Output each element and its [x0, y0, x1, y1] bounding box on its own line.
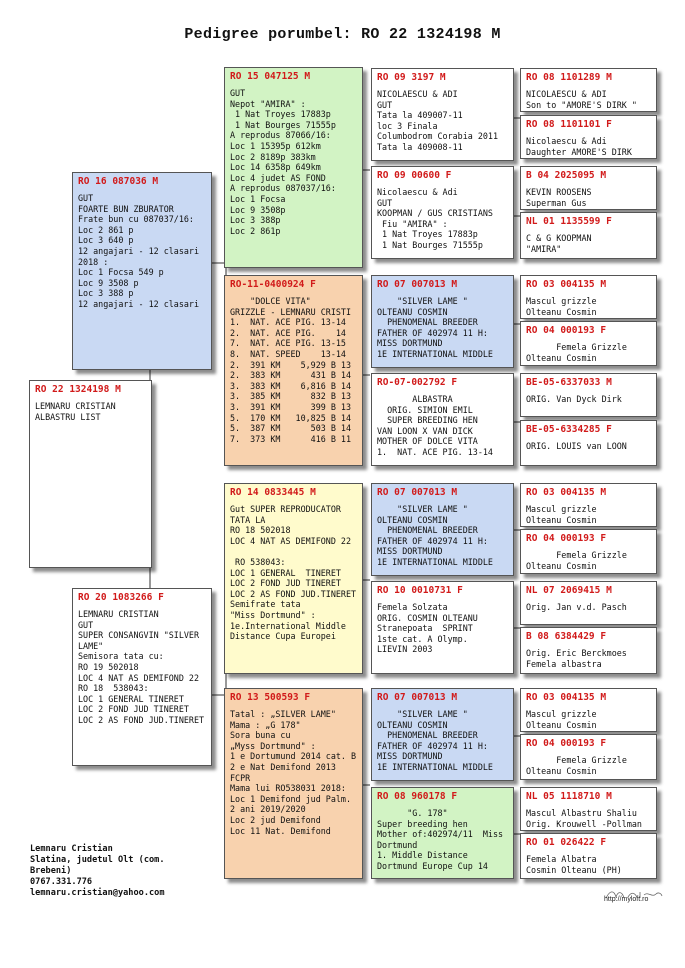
ring-number: RO 03 004135 M — [526, 279, 607, 290]
card-text: LEMNARU CRISTIAN ALBASTRU LIST — [35, 401, 116, 422]
ring-number: RO 20 1083266 F — [78, 592, 164, 603]
pedigree-card-sds[interactable] — [371, 275, 514, 368]
ring-number: RO 22 1324198 M — [35, 384, 121, 395]
pedigree-card-g5-3[interactable] — [520, 166, 657, 210]
card-text: NICOLAESCU & ADI GUT Tata la 409007-11 loc 3 Finala Columbodrom Corabia 2011 Tata la 409008-11 — [377, 89, 499, 152]
pedigree-card-g5-2[interactable] — [520, 115, 657, 159]
pedigree-card-subject[interactable] — [29, 380, 152, 568]
pedigree-card-ss[interactable] — [224, 67, 363, 268]
ring-number: NL 07 2069415 M — [526, 585, 612, 596]
card-text: Tatal : „SILVER LAME" Mama : „G 178" Sora buna cu „Myss Dortmund" : 1 e Dortumund 2014 cat. B 2 e Nat Demifond 2013 FCPR Mama lui RO538031 2018: Loc 1 Demifond jud Palm. 2 ani 2019/2020 Loc 2 jud Demifond Loc 11 Nat. Demifond — [230, 709, 357, 836]
card-text: "SILVER LAME " OLTEANU COSMIN PHENOMENAL BREEDER FATHER OF 402974 11 H: MISS DORTMUND 1E INTERNATIONAL MIDDLE — [377, 296, 493, 359]
pedigree-card-g5-6[interactable] — [520, 321, 657, 366]
ring-number: RO 07 007013 M — [377, 692, 458, 703]
ring-number: RO 09 3197 M — [377, 72, 446, 83]
pedigree-card-g5-13[interactable] — [520, 688, 657, 732]
ring-number: RO 03 004135 M — [526, 487, 607, 498]
pedigree-card-ddd[interactable] — [371, 787, 514, 879]
card-text: Femela Grizzle Olteanu Cosmin — [526, 342, 627, 363]
card-text: Orig. Jan v.d. Pasch — [526, 602, 627, 612]
ring-number: RO 01 026422 F — [526, 837, 607, 848]
pedigree-card-g5-5[interactable] — [520, 275, 657, 319]
card-text: Gut SUPER REPRODUCATOR TATA LA RO 18 502018 LOC 4 NAT AS DEMIFOND 22 RO 538043: LOC 1 GENERAL TINERET LOC 2 FOND JUD TINERET LOC 2 AS FOND JUD.TINERET Semifrate tata "Miss Dortmund" : 1e.International Middle Distance Cupa Europei — [230, 504, 357, 642]
card-text: GUT Nepot "AMIRA" : 1 Nat Troyes 17883p 1 Nat Bourges 71555p A reprodus 87066/16: Loc 1 15395p 612km Loc 2 8189p 383km Loc 14 6358p 649km Loc 4 judet AS FOND A reprodus 087037/16: Loc 1 Focsa Loc 9 3508p Loc 3 388p Loc 2 861p — [230, 88, 336, 236]
card-text: Femela Solzata ORIG. COSMIN OLTEANU Stranepoata SPRINT 1ste cat. A Olymp. LIEVIN 2003 — [377, 602, 478, 655]
ring-number: RO 15 047125 M — [230, 71, 311, 82]
card-text: NICOLAESCU & ADI Son to "AMORE'S DIRK " — [526, 89, 637, 110]
card-text: Mascul grizzle Olteanu Cosmin — [526, 504, 597, 525]
card-text: Nicolaescu & Adi GUT KOOPMAN / GUS CRISTIANS Fiu "AMIRA" : 1 Nat Troyes 17883p 1 Nat Bourges 71555p — [377, 187, 493, 250]
ring-number: BE-05-6337033 M — [526, 377, 612, 388]
ring-number: RO-11-0400924 F — [230, 279, 316, 290]
card-text: LEMNARU CRISTIAN GUT SUPER CONSANGVIN "SILVER LAME" Semisora tata cu: RO 19 502018 LOC 4 NAT AS DEMIFOND 22 RO 18 538043: LOC 1 GENERAL TINERET LOC 2 FOND JUD TINERET LOC 2 AS FOND JUD.TINERET — [78, 609, 205, 725]
pedigree-card-g5-15[interactable] — [520, 787, 657, 831]
card-text: ORIG. Van Dyck Dirk — [526, 394, 622, 404]
card-text: "DOLCE VITA" GRIZZLE - LEMNARU CRISTI 1. NAT. ACE PIG. 13-14 2. NAT. ACE PIG. 14 7. NAT. ACE PIG. 13-15 8. NAT. SPEED 13-14 2. 391 KM 5,929 B 13 2. 383 KM 431 B 14 3. 383 KM 6,816 B 14 3. 385 KM 832 B 13 3. 391 KM 399 B 13 5. 170 KM 10,825 B 14 5. 387 KM 503 B 14 7. 373 KM 416 B 11 — [230, 296, 352, 444]
pedigree-card-sire[interactable] — [72, 172, 212, 370]
pedigree-card-dss[interactable] — [371, 483, 514, 576]
card-text: Mascul grizzle Olteanu Cosmin — [526, 296, 597, 317]
card-text: Mascul grizzle Olteanu Cosmin — [526, 709, 597, 730]
ring-number: RO 04 000193 F — [526, 738, 607, 749]
pedigree-card-g5-16[interactable] — [520, 833, 657, 879]
pedigree-card-dsd[interactable] — [371, 581, 514, 674]
card-text: "G. 178" Super breeding hen Mother of:402974/11 Miss Dortmund 1. Middle Distance Dortmund Europe Cup 14 — [377, 808, 504, 871]
pedigree-card-g5-8[interactable] — [520, 420, 657, 466]
ring-number: RO 09 00600 F — [377, 170, 452, 181]
pedigree-card-ds[interactable] — [224, 483, 363, 674]
ring-number: RO 08 1101101 F — [526, 119, 612, 130]
ring-number: RO 07 007013 M — [377, 279, 458, 290]
card-text: Orig. Eric Berckmoes Femela albastra — [526, 648, 627, 669]
ring-number: B 04 2025095 M — [526, 170, 607, 181]
pedigree-card-g5-1[interactable] — [520, 68, 657, 112]
card-text: Femela Grizzle Olteanu Cosmin — [526, 550, 627, 571]
pedigree-card-g5-9[interactable] — [520, 483, 657, 527]
card-text: "SILVER LAME " OLTEANU COSMIN PHENOMENAL BREEDER FATHER OF 402974 11 H: MISS DORTMUND 1E INTERNATIONAL MIDDLE — [377, 504, 493, 567]
ring-number: RO 03 004135 M — [526, 692, 607, 703]
ring-number: RO 07 007013 M — [377, 487, 458, 498]
pedigree-card-sdd[interactable] — [371, 373, 514, 466]
pedigree-card-dds[interactable] — [371, 688, 514, 781]
logo-url[interactable]: http://myloft.ro — [604, 896, 649, 903]
pedigree-card-g5-11[interactable] — [520, 581, 657, 625]
ring-number: B 08 6384429 F — [526, 631, 607, 642]
card-text: "SILVER LAME " OLTEANU COSMIN PHENOMENAL BREEDER FATHER OF 402974 11 H: MISS DORTMUND 1E INTERNATIONAL MIDDLE — [377, 709, 493, 772]
pedigree-card-dam[interactable] — [72, 588, 212, 766]
pedigree-card-g5-4[interactable] — [520, 212, 657, 259]
ring-number: RO 13 500593 F — [230, 692, 311, 703]
ring-number: BE-05-6334285 F — [526, 424, 612, 435]
pedigree-card-g5-12[interactable] — [520, 627, 657, 674]
card-text: KEVIN ROOSENS Superman Gus — [526, 187, 592, 208]
ring-number: RO 04 000193 F — [526, 533, 607, 544]
card-text: Nicolaescu & Adi Daughter AMORE'S DIRK — [526, 136, 632, 157]
pedigree-card-g5-7[interactable] — [520, 373, 657, 417]
ring-number: RO 08 960178 F — [377, 791, 458, 802]
pedigree-card-dd[interactable] — [224, 688, 363, 879]
card-text: Femela Grizzle Olteanu Cosmin — [526, 755, 627, 776]
ring-number: RO-07-002792 F — [377, 377, 458, 388]
pedigree-card-sd[interactable] — [224, 275, 363, 466]
card-text: Femela Albatra Cosmin Olteanu (PH) — [526, 854, 622, 875]
ring-number: RO 08 1101289 M — [526, 72, 612, 83]
ring-number: RO 14 0833445 M — [230, 487, 316, 498]
page-title: Pedigree porumbel: RO 22 1324198 M — [184, 26, 501, 43]
ring-number: NL 05 1118710 M — [526, 791, 612, 802]
pedigree-card-g5-10[interactable] — [520, 529, 657, 574]
pedigree-card-g5-14[interactable] — [520, 734, 657, 780]
owner-contact: Lemnaru Cristian Slatina, judetul Olt (com. Brebeni) 0767.331.776 lemnaru.cristian@yahoo.com — [30, 844, 165, 898]
ring-number: RO 10 0010731 F — [377, 585, 463, 596]
pedigree-card-sss[interactable] — [371, 68, 514, 161]
card-text: Mascul Albastru Shaliu Orig. Krouwell -Pollman — [526, 808, 642, 829]
card-text: ORIG. LOUIS van LOON — [526, 441, 627, 451]
card-text: C & G KOOPMAN "AMIRA" — [526, 233, 592, 254]
ring-number: NL 01 1135599 F — [526, 216, 612, 227]
ring-number: RO 16 087036 M — [78, 176, 159, 187]
ring-number: RO 04 000193 F — [526, 325, 607, 336]
card-text: ALBASTRA ORIG. SIMION EMIL SUPER BREEDING HEN VAN LOON X VAN DICK MOTHER OF DOLCE VITA 1. NAT. ACE PIG. 13-14 — [377, 394, 493, 457]
pedigree-card-ssd[interactable] — [371, 166, 514, 259]
card-text: GUT FOARTE BUN ZBURATOR Frate bun cu 087037/16: Loc 2 861 p Loc 3 640 p 12 angajari - 12 clasari 2018 : Loc 1 Focsa 549 p Loc 9 3508 p Loc 3 388 p 12 angajari - 12 clasari — [78, 193, 200, 309]
